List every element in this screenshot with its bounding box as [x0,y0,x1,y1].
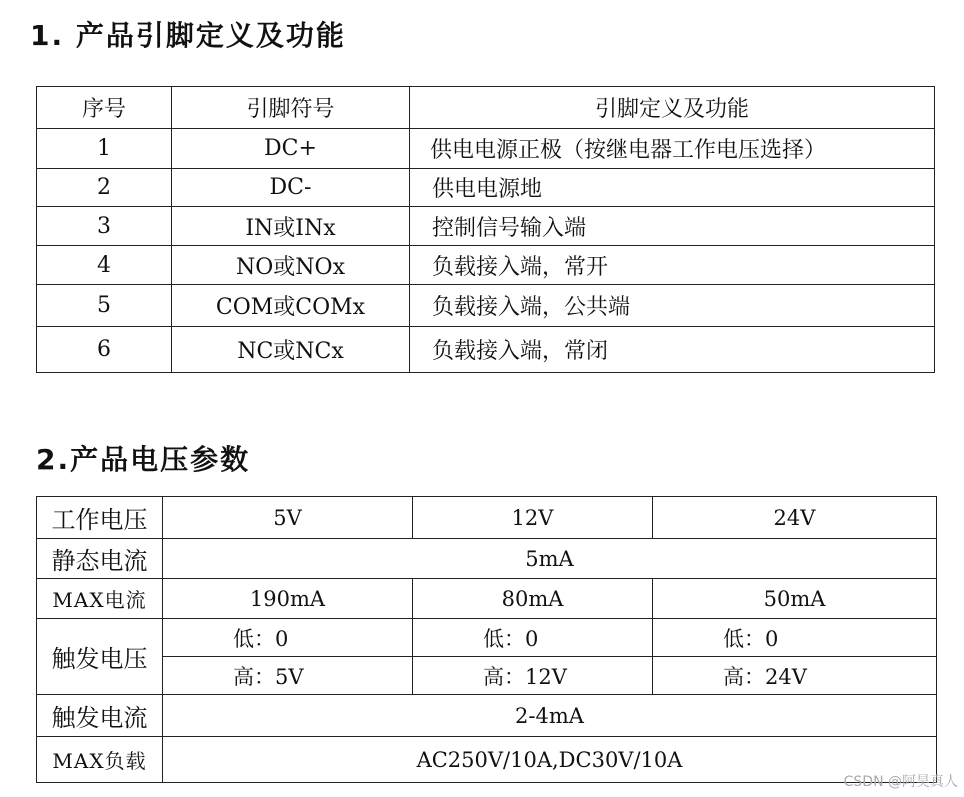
pin-definition-table [36,86,935,373]
row-pin: DC+ [172,129,410,169]
row-no: 4 [37,246,172,285]
trigger-high-12v: 高：12V [413,657,653,695]
watermark: CSDN @阿昊真人 [843,774,958,790]
max-current-label: MAX电流 [37,579,163,619]
trigger-current-row [37,695,937,737]
working-voltage-label: 工作电压 [37,497,163,539]
trigger-low-5v: 低：0 [163,619,413,657]
table-row [37,285,935,327]
trigger-low-24v: 低：0 [653,619,937,657]
table-row [37,129,935,169]
trigger-voltage-high-row [37,657,937,695]
table-row [37,327,935,373]
trigger-low-12v: 低：0 [413,619,653,657]
trigger-high-24v: 高：24V [653,657,937,695]
row-pin: NC或NCx [172,327,410,373]
quiescent-current-row [37,539,937,579]
table-row [37,207,935,246]
row-pin: COM或COMx [172,285,410,327]
table-row [37,169,935,207]
row-pin: DC- [172,169,410,207]
row-no: 1 [37,129,172,169]
row-no: 3 [37,207,172,246]
row-no: 5 [37,285,172,327]
voltage-24v: 24V [653,497,937,539]
trigger-voltage-label: 触发电压 [37,619,163,695]
row-pin: IN或INx [172,207,410,246]
row-pin: NO或NOx [172,246,410,285]
header-no: 序号 [37,87,172,129]
header-pin: 引脚符号 [172,87,410,129]
row-function: 负载接入端，常开 [410,246,935,285]
voltage-parameter-table [36,496,937,783]
max-current-5v: 190mA [163,579,413,619]
voltage-5v: 5V [163,497,413,539]
max-current-12v: 80mA [413,579,653,619]
row-no: 2 [37,169,172,207]
section1-title: 1. 产品引脚定义及功能 [30,19,346,52]
row-function: 负载接入端，常闭 [410,327,935,373]
row-function: 供电电源地 [410,169,935,207]
max-load-value: AC250V/10A,DC30V/10A [163,737,937,783]
quiescent-current-value: 5mA [163,539,937,579]
max-load-label: MAX负载 [37,737,163,783]
table-header-row [37,87,935,129]
row-function: 控制信号输入端 [410,207,935,246]
table-row [37,246,935,285]
header-function: 引脚定义及功能 [410,87,935,129]
section2-title: 2.产品电压参数 [36,443,251,476]
trigger-high-5v: 高：5V [163,657,413,695]
row-function: 负载接入端，公共端 [410,285,935,327]
trigger-current-value: 2-4mA [163,695,937,737]
trigger-current-label: 触发电流 [37,695,163,737]
max-current-24v: 50mA [653,579,937,619]
row-function: 供电电源正极（按继电器工作电压选择） [410,129,935,169]
working-voltage-row [37,497,937,539]
max-current-row [37,579,937,619]
row-no: 6 [37,327,172,373]
max-load-row [37,737,937,783]
trigger-voltage-low-row [37,619,937,657]
quiescent-current-label: 静态电流 [37,539,163,579]
voltage-12v: 12V [413,497,653,539]
